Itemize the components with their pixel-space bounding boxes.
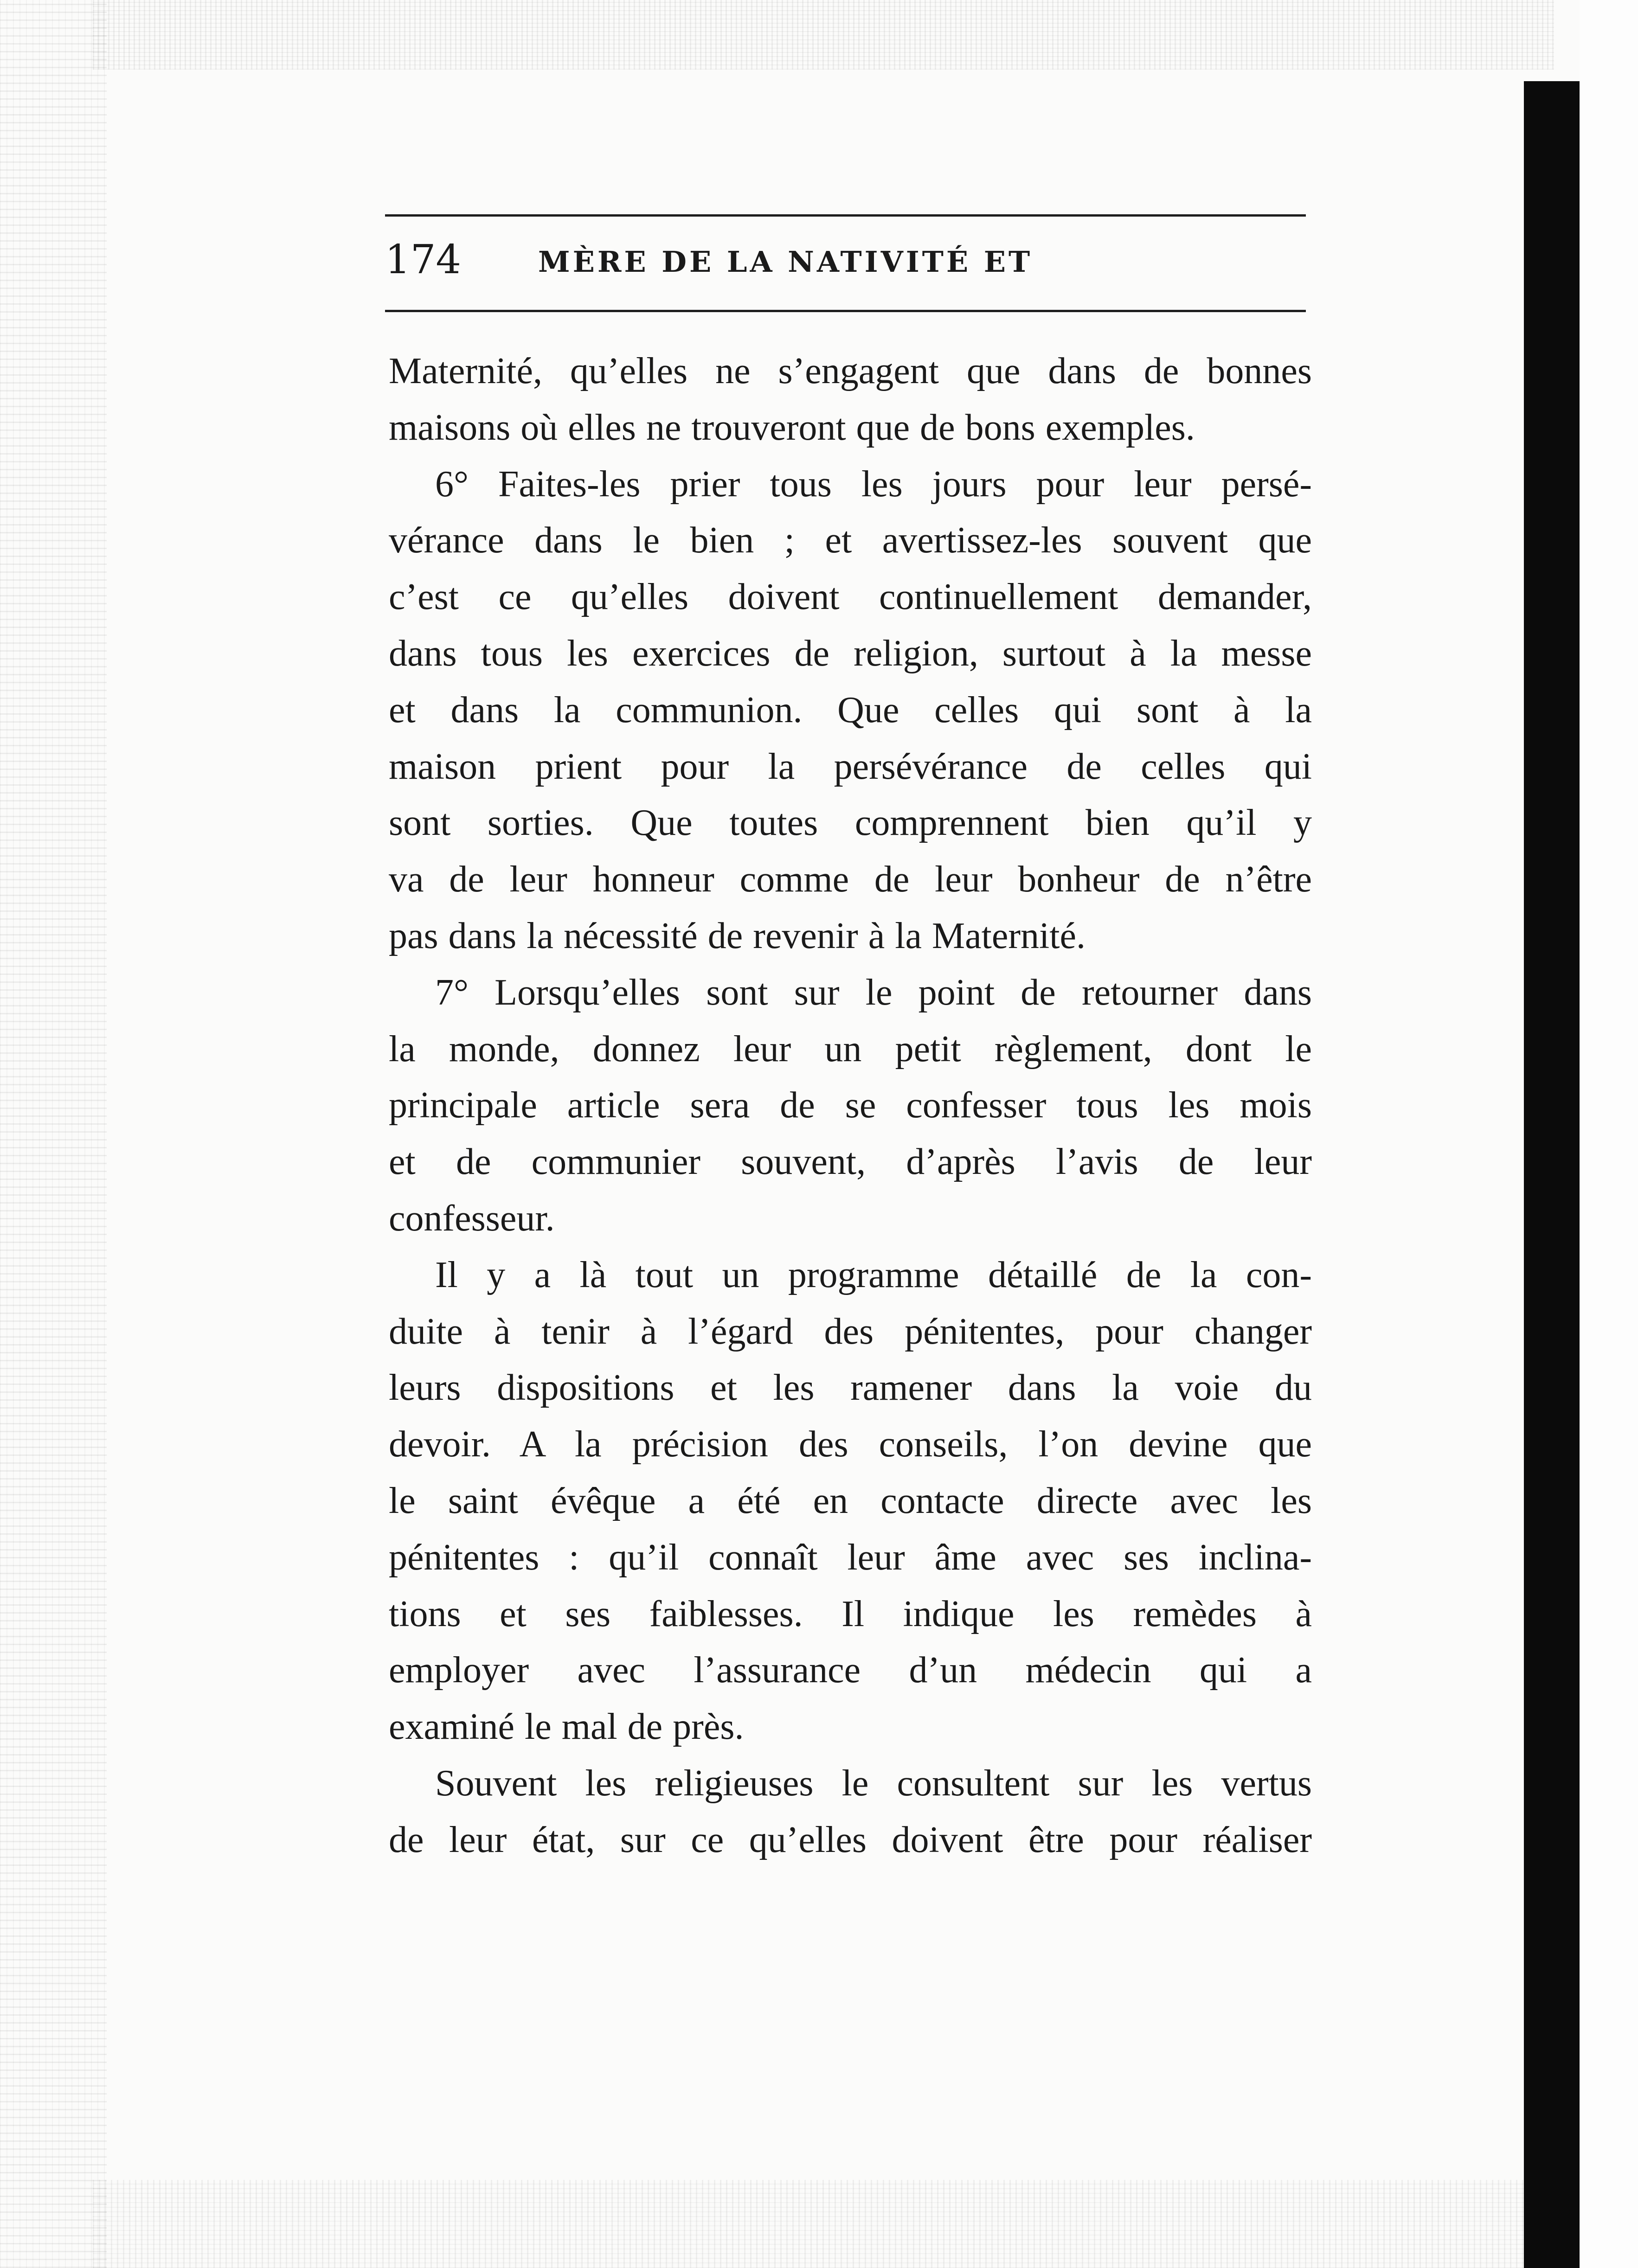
text-line: Il y a là tout un programme détaillé de la con-: [435, 1254, 1312, 1295]
text-line: et de communier souvent, d’après l’avis de leur: [389, 1141, 1312, 1183]
scan-noise-left: [0, 0, 107, 2268]
text-line: tions et ses faiblesses. Il indique les remèdes à: [389, 1593, 1312, 1634]
text-line: vérance dans le bien ; et avertissez-les souvent que: [389, 520, 1312, 561]
text-line: sont sorties. Que toutes comprennent bien qu’il y: [389, 802, 1312, 844]
text-line: confesseur.: [389, 1198, 555, 1239]
text-line: la monde, donnez leur un petit règlement, dont le: [389, 1028, 1312, 1070]
text-line: duite à tenir à l’égard des pénitentes, pour changer: [389, 1311, 1312, 1352]
scan-noise-bottom: [93, 2180, 1531, 2268]
text-line: et dans la communion. Que celles qui sont à la: [389, 689, 1312, 730]
text-line: principale article sera de se confesser tous les mois: [389, 1085, 1312, 1126]
binding-shadow: [1524, 81, 1580, 2268]
text-line: Souvent les religieuses le consultent sur les vertus: [435, 1762, 1312, 1804]
text-line: le saint évêque a été en contacte directe avec les: [389, 1480, 1312, 1521]
text-line: maison prient pour la persévérance de celles qui: [389, 746, 1312, 787]
running-title: MÈRE DE LA NATIVITÉ ET: [538, 245, 1033, 279]
page-number: 174: [385, 237, 462, 283]
text-line: 6° Faites-les prier tous les jours pour leur persé-: [435, 463, 1312, 505]
text-line: c’est ce qu’elles doivent continuellement demander,: [389, 577, 1312, 618]
text-line: Maternité, qu’elles ne s’engagent que dans de bonnes: [389, 351, 1312, 391]
text-line: examiné le mal de près.: [389, 1706, 744, 1748]
text-line: 7° Lorsqu’elles sont sur le point de retourner dans: [435, 972, 1312, 1013]
text-line: de leur état, sur ce qu’elles doivent être pour réaliser: [389, 1819, 1312, 1860]
text-line: pas dans la nécessité de revenir à la Maternité.: [389, 915, 1086, 956]
text-line: dans tous les exercices de religion, surtout à la messe: [389, 633, 1312, 674]
header-rule-top: [385, 214, 1306, 217]
text-line: employer avec l’assurance d’un médecin qui a: [389, 1650, 1312, 1691]
text-line: maisons où elles ne trouveront que de bons exemples.: [389, 407, 1195, 448]
text-line: leurs dispositions et les ramener dans la voie du: [389, 1367, 1312, 1409]
text-line: va de leur honneur comme de leur bonheur de n’être: [389, 859, 1312, 900]
body-text: [389, 343, 1312, 1869]
text-line: pénitentes : qu’il connaît leur âme avec ses inclina-: [389, 1537, 1312, 1578]
text-line: devoir. A la précision des conseils, l’on devine que: [389, 1424, 1312, 1465]
header-rule-bottom: [385, 310, 1306, 312]
scan-noise-top: [93, 0, 1554, 70]
scan-margin-right: [1580, 0, 1638, 2268]
